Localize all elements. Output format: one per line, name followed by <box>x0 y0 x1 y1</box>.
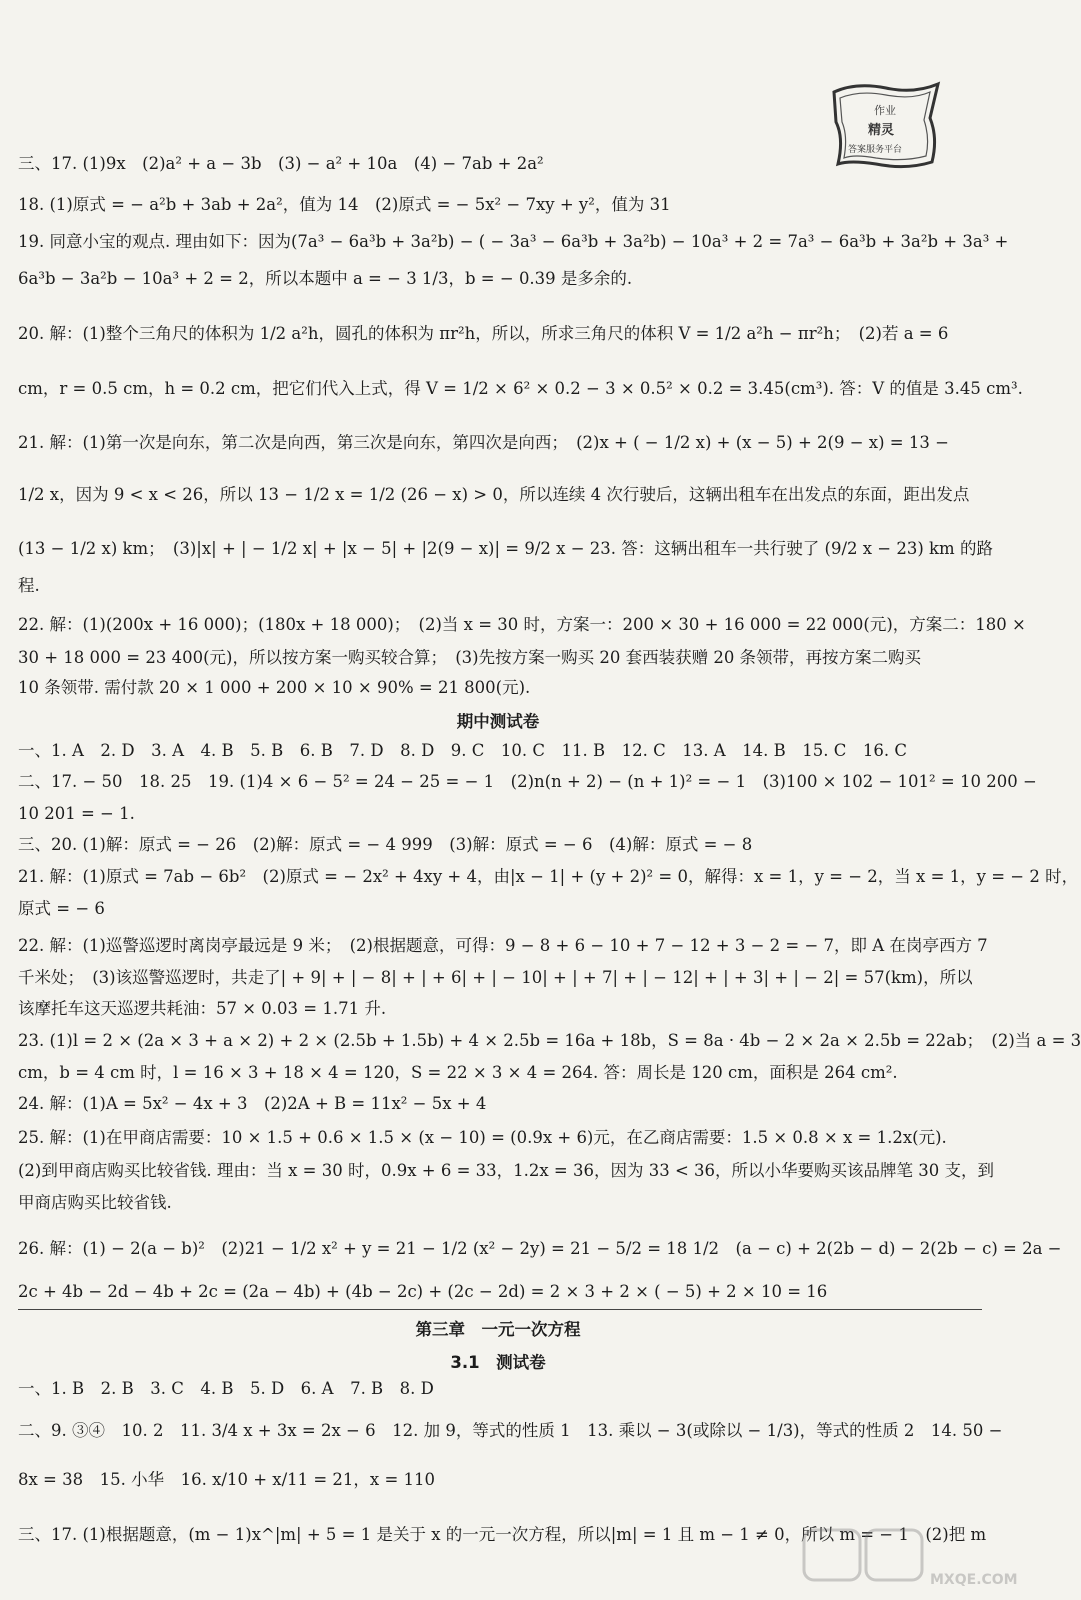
watermark-logo <box>800 1526 1018 1590</box>
answer-line: (2)到甲商店购买比较省钱. 理由：当 x = 30 时，0.9x + 6 = 33，1.2x = 36，因为 33 < 36，所以小华要购买该品牌笔 30 支，到 <box>18 1161 995 1180</box>
answer-line: 18. (1)原式 = − a²b + 3ab + 2a²，值为 14 (2)原式 = − 5x² − 7xy + y²，值为 31 <box>18 195 671 214</box>
answer-line: 二、17. − 50 18. 25 19. (1)4 × 6 − 5² = 24 − 25 = − 1 (2)n(n + 2) − (n + 1)² = − 1 (3)100 × 102 − 101² = 10 200 − <box>18 772 1037 791</box>
answer-line: 30 + 18 000 = 23 400(元)，所以按方案一购买较合算； (3)先按方案一购买 20 套西装获赠 20 条领带，再按方案二购买 <box>18 648 922 667</box>
answer-line: 25. 解：(1)在甲商店需要：10 × 1.5 + 0.6 × 1.5 × (x − 10) = (0.9x + 6)元，在乙商店需要：1.5 × 0.8 × x = 1.2x(元). <box>18 1128 947 1147</box>
logo-line2: 精灵 <box>868 123 895 138</box>
answer-line: 23. (1)l = 2 × (2a × 3 + a × 2) + 2 × (2.5b + 1.5b) + 4 × 2.5b = 16a + 18b，S = 8a · 4b − 2 × 2a × 2.5b = 22ab； (2)当 a = 3 <box>18 1031 1081 1050</box>
answer-line: 三、17. (1)根据题意，(m − 1)x^|m| + 5 = 1 是关于 x 的一元一次方程，所以|m| = 1 且 m − 1 ≠ 0，所以 m = − 1 (2)把 m <box>18 1525 987 1544</box>
answer-line: 2c + 4b − 2d − 4b + 2c = (2a − 4b) + (4b − 2c) + (2c − 2d) = 2 × 3 + 2 × ( − 5) + 2 × 10 = 16 <box>18 1282 828 1301</box>
answer-line: 6a³b − 3a²b − 10a³ + 2 = 2，所以本题中 a = − 3 1/3，b = − 0.39 是多余的. <box>18 269 633 288</box>
watermark-text: MXQE.COM <box>930 1572 1018 1588</box>
answer-line: 原式 = − 6 <box>18 899 105 918</box>
answer-line: 甲商店购买比较省钱. <box>18 1193 172 1212</box>
answer-line: 该摩托车这天巡逻共耗油：57 × 0.03 = 1.71 升. <box>18 999 387 1018</box>
answer-line: 三、20. (1)解：原式 = − 26 (2)解：原式 = − 4 999 (3)解：原式 = − 6 (4)解：原式 = − 8 <box>18 835 753 854</box>
answer-line: 19. 同意小宝的观点. 理由如下：因为(7a³ − 6a³b + 3a²b) − ( − 3a³ − 6a³b + 3a²b) − 10a³ + 2 = 7a³ − 6a³b + 3a²b + 3a³ + <box>18 232 1009 251</box>
section-title-midterm: 期中测试卷 <box>456 712 540 731</box>
answer-line: 10 201 = − 1. <box>18 804 135 823</box>
answer-line: 千米处； (3)该巡警巡逻时，共走了| + 9| + | − 8| + | + 6| + | − 10| + | + 7| + | − 12| + | + 3| + | − 2| = 57(km)，所以 <box>18 968 973 987</box>
answer-line: 26. 解：(1) − 2(a − b)² (2)21 − 1/2 x² + y = 21 − 1/2 (x² − 2y) = 21 − 5/2 = 18 1/2 (a − c) + 2(2b − d) − 2(2b − c) = 2a − <box>18 1239 1062 1258</box>
answer-line: 24. 解：(1)A = 5x² − 4x + 3 (2)2A + B = 11x² − 5x + 4 <box>18 1094 487 1113</box>
answer-line: 一、1. B 2. B 3. C 4. B 5. D 6. A 7. B 8. D <box>18 1379 434 1398</box>
answer-line: 8x = 38 15. 小华 16. x/10 + x/11 = 21，x = 110 <box>18 1470 436 1489</box>
answer-line: 10 条领带. 需付款 20 × 1 000 + 200 × 10 × 90% = 21 800(元). <box>18 678 531 697</box>
answer-line: 20. 解：(1)整个三角尺的体积为 1/2 a²h，圆孔的体积为 πr²h，所以，所求三角尺的体积 V = 1/2 a²h − πr²h； (2)若 a = 6 <box>18 324 949 343</box>
answer-line: (13 − 1/2 x) km； (3)|x| + | − 1/2 x| + |x − 5| + |2(9 − x)| = 9/2 x − 23. 答：这辆出租车一共行驶了 (9/2 x − 23) km 的路 <box>18 539 993 558</box>
answer-line: 22. 解：(1)巡警巡逻时离岗亭最远是 9 米； (2)根据题意，可得：9 − 8 + 6 − 10 + 7 − 12 + 3 − 2 = − 7，即 A 在岗亭西方 7 <box>18 936 988 955</box>
answer-line: 1/2 x，因为 9 < x < 26，所以 13 − 1/2 x = 1/2 (26 − x) > 0，所以连续 4 次行驶后，这辆出租车在出发点的东面，距出发点 <box>18 485 970 504</box>
answer-line: 程. <box>18 576 40 595</box>
answer-line: 一、1. A 2. D 3. A 4. B 5. B 6. B 7. D 8. D 9. C 10. C 11. B 12. C 13. A 14. B 15. C 16. C <box>18 741 907 760</box>
answer-line: 22. 解：(1)(200x + 16 000)；(180x + 18 000)； (2)当 x = 30 时，方案一：200 × 30 + 16 000 = 22 000(元)，方案二：180 × <box>18 615 1026 634</box>
section-title-3-1: 3.1 测试卷 <box>450 1353 546 1372</box>
logo-line1: 作业 <box>874 104 896 117</box>
divider <box>18 1309 982 1310</box>
answer-line: 21. 解：(1)原式 = 7ab − 6b² (2)原式 = − 2x² + 4xy + 4，由|x − 1| + (y + 2)² = 0，解得：x = 1，y = − 2，当 x = 1，y = − 2 时， <box>18 867 1079 886</box>
answer-line: 二、9. ③④ 10. 2 11. 3/4 x + 3x = 2x − 6 12. 加 9，等式的性质 1 13. 乘以 − 3(或除以 − 1/3)，等式的性质 2 14. 50 − <box>18 1421 1003 1440</box>
chapter-title: 第三章 一元一次方程 <box>415 1320 581 1339</box>
answer-line: cm，b = 4 cm 时，l = 16 × 3 + 18 × 4 = 120，S = 22 × 3 × 4 = 264. 答：周长是 120 cm，面积是 264 cm². <box>18 1063 898 1082</box>
logo-line3: 答案服务平台 <box>848 145 903 155</box>
answer-line: cm，r = 0.5 cm，h = 0.2 cm，把它们代入上式，得 V = 1/2 × 6² × 0.2 − 3 × 0.5² × 0.2 = 3.45(cm³). 答：V 的值是 3.45 cm³. <box>18 379 1023 398</box>
answer-line: 21. 解：(1)第一次是向东，第二次是向西，第三次是向东，第四次是向西； (2)x + ( − 1/2 x) + (x − 5) + 2(9 − x) = 13 − <box>18 433 949 452</box>
answer-line: 三、17. (1)9x (2)a² + a − 3b (3) − a² + 10a (4) − 7ab + 2a² <box>18 154 544 173</box>
